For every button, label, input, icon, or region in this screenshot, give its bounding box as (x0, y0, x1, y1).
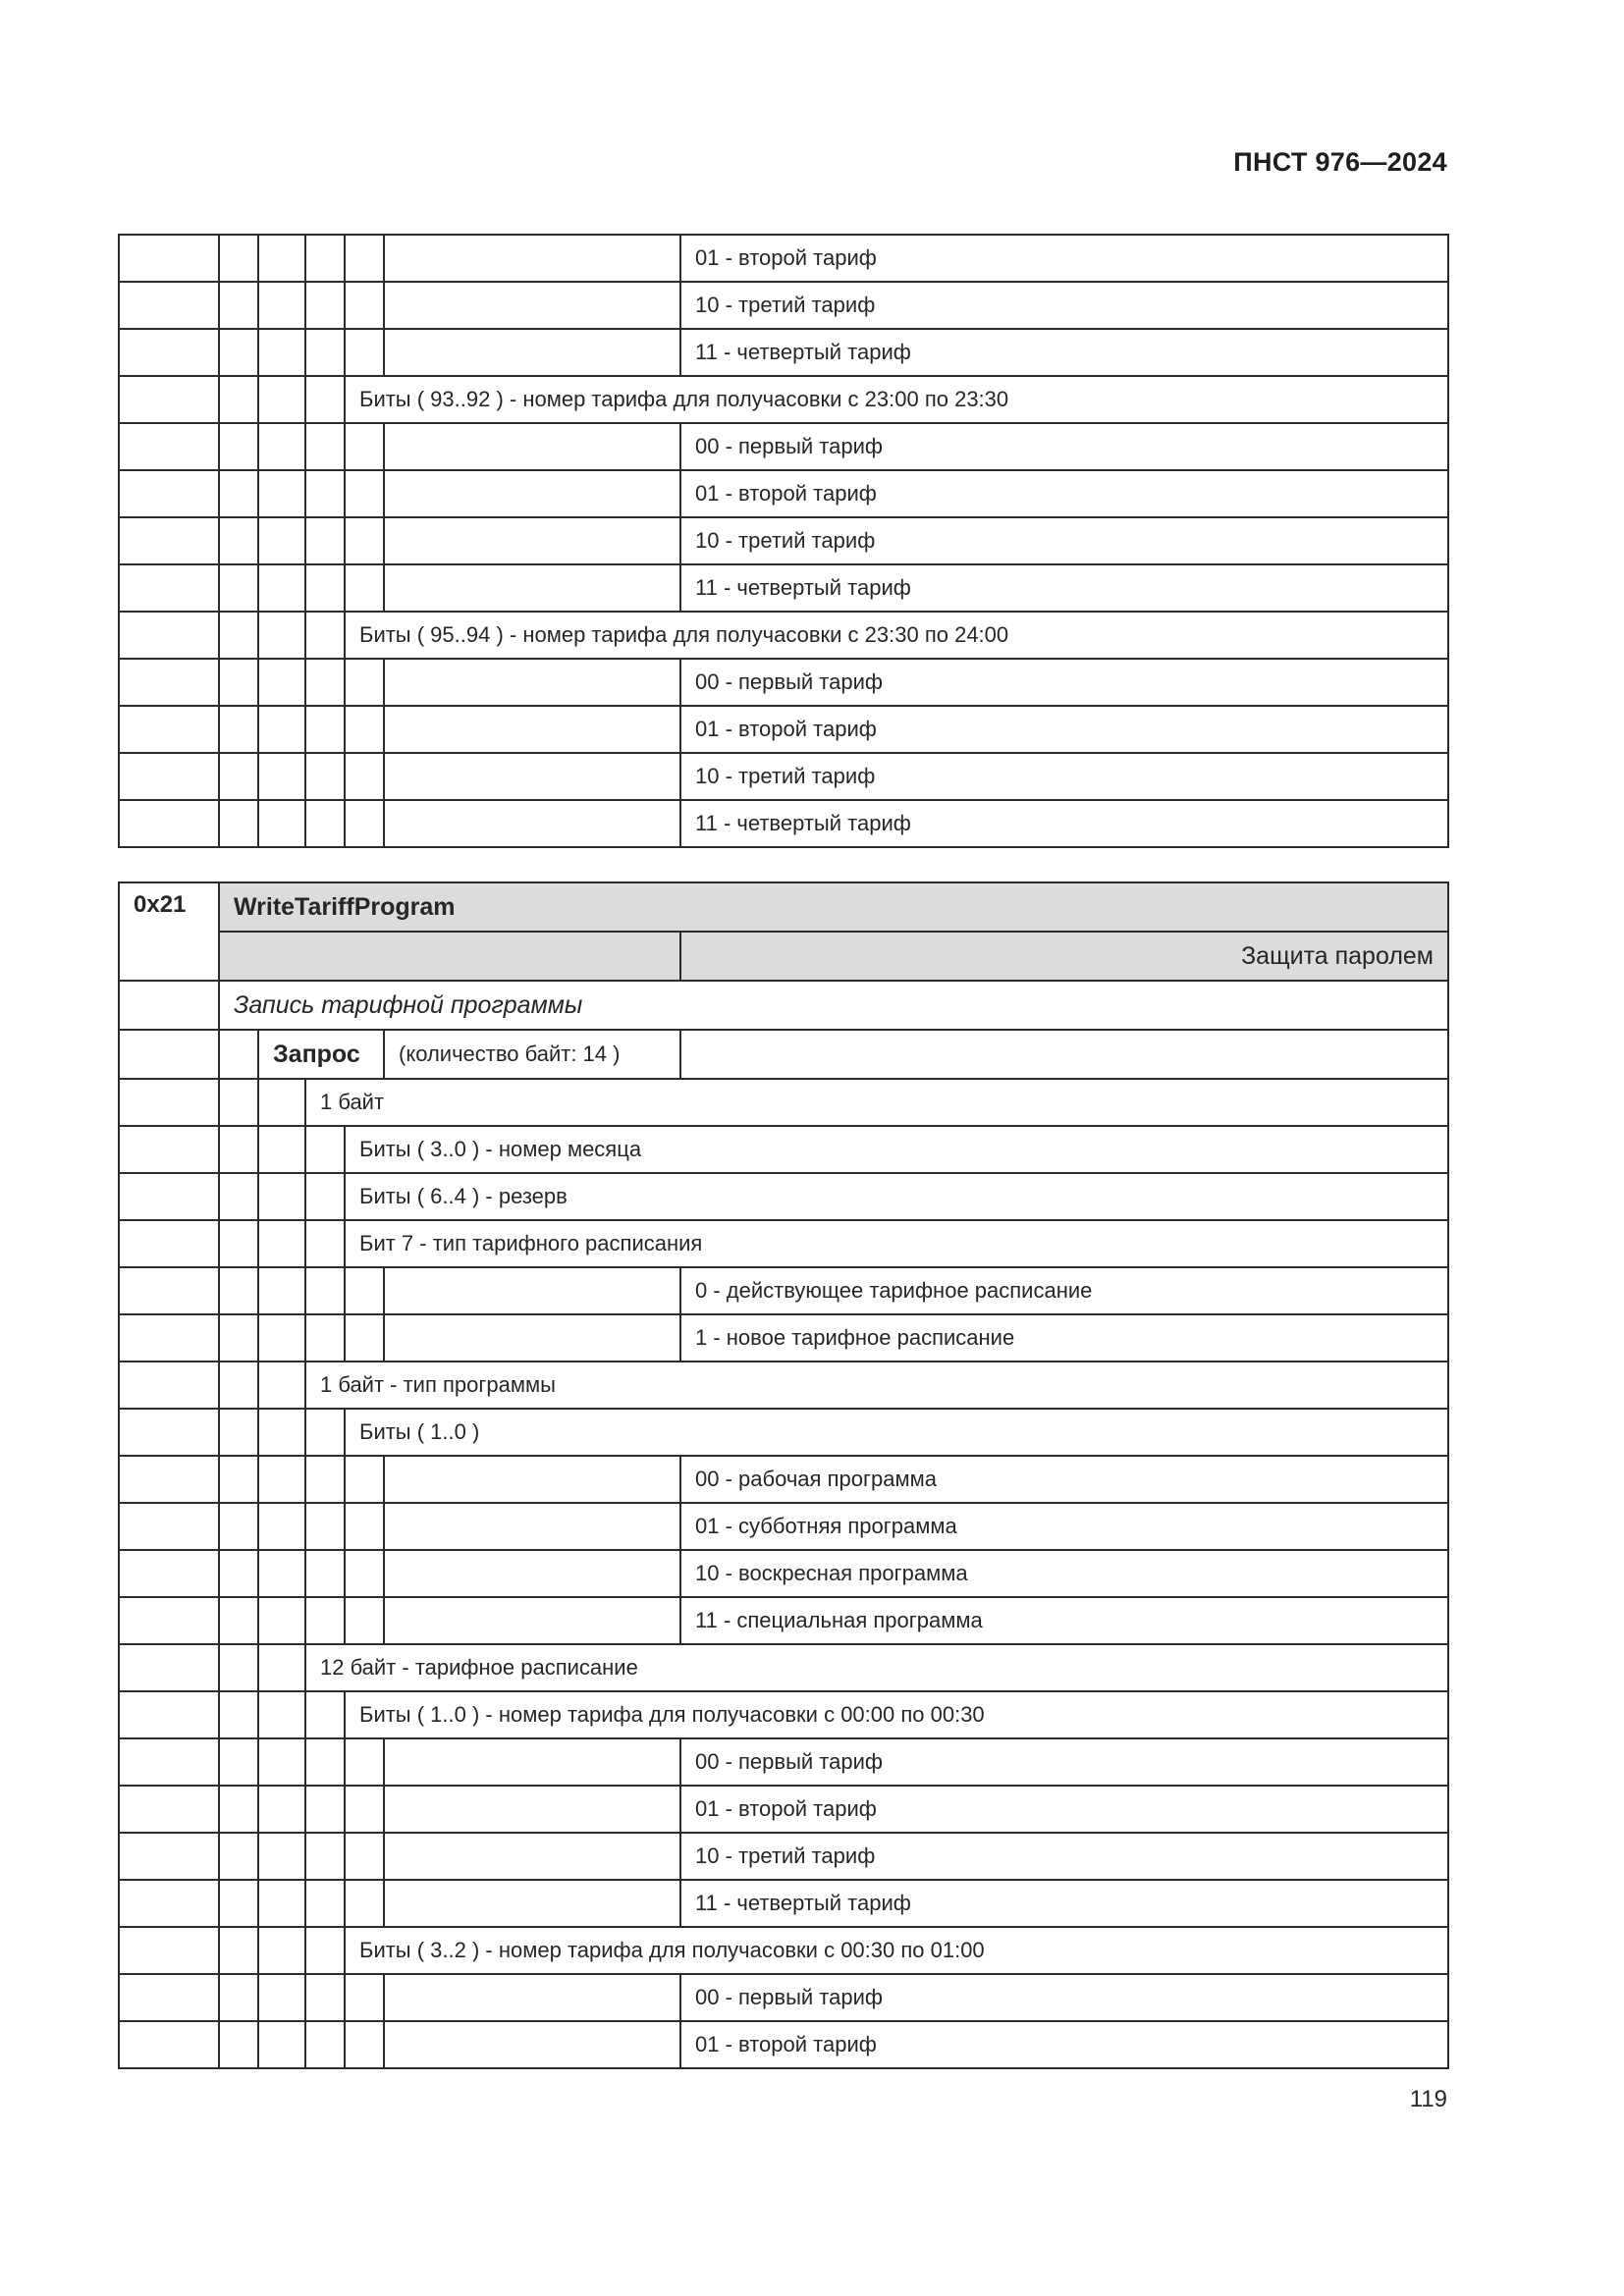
empty-cell (345, 1880, 384, 1927)
empty-cell (384, 1267, 680, 1314)
empty-cell (258, 1833, 305, 1880)
empty-cell (219, 235, 258, 282)
empty-cell (305, 753, 345, 800)
value-row (119, 564, 1448, 612)
request-label: Запрос (258, 1030, 384, 1079)
empty-cell (219, 1786, 258, 1833)
empty-cell (305, 1220, 345, 1267)
command-table-write-tariff-program (118, 881, 1449, 2069)
empty-cell (219, 1126, 258, 1173)
value-row (119, 1786, 1448, 1833)
empty-cell (219, 1409, 258, 1456)
empty-cell (219, 1833, 258, 1880)
empty-cell (305, 1691, 345, 1738)
empty-cell (219, 753, 258, 800)
empty-cell (384, 1974, 680, 2021)
empty-cell (219, 612, 258, 659)
empty-cell (119, 1220, 219, 1267)
empty-cell (258, 1267, 305, 1314)
empty-cell (258, 1409, 305, 1456)
empty-cell (258, 1597, 305, 1644)
empty-cell (345, 1267, 384, 1314)
empty-cell (384, 1456, 680, 1503)
empty-cell (219, 517, 258, 564)
empty-cell (305, 1409, 345, 1456)
empty-cell (384, 1503, 680, 1550)
empty-cell (680, 1030, 1448, 1079)
empty-cell (258, 564, 305, 612)
bits-row (119, 376, 1448, 423)
empty-cell (119, 753, 219, 800)
empty-cell (305, 1456, 345, 1503)
empty-cell (219, 1738, 258, 1786)
empty-cell (219, 423, 258, 470)
empty-cell (219, 1362, 258, 1409)
value-row (119, 2021, 1448, 2068)
empty-cell (219, 329, 258, 376)
empty-cell (258, 2021, 305, 2068)
empty-cell (219, 1597, 258, 1644)
empty-cell (258, 1974, 305, 2021)
value-text: 01 - второй тариф (680, 2021, 1448, 2068)
value-row (119, 1974, 1448, 2021)
empty-cell (258, 706, 305, 753)
empty-cell (305, 800, 345, 847)
empty-cell (119, 1880, 219, 1927)
empty-cell (119, 1126, 219, 1173)
empty-cell (258, 329, 305, 376)
command-header-row (119, 882, 1448, 932)
empty-cell (219, 1267, 258, 1314)
empty-cell (305, 1503, 345, 1550)
empty-cell (119, 470, 219, 517)
empty-cell (345, 1974, 384, 2021)
request-byte-count: (количество байт: 14 ) (384, 1030, 680, 1079)
empty-cell (345, 564, 384, 612)
empty-cell (345, 1314, 384, 1362)
empty-cell (219, 706, 258, 753)
value-row (119, 1597, 1448, 1644)
command-code: 0x21 (119, 882, 219, 981)
bits-text: Биты ( 3..2 ) - номер тарифа для получасовки с 00:30 по 01:00 (345, 1927, 1448, 1974)
empty-cell (258, 1644, 305, 1691)
value-text: 01 - субботняя программа (680, 1503, 1448, 1550)
empty-cell (119, 1030, 219, 1079)
empty-cell (305, 517, 345, 564)
empty-cell (305, 1880, 345, 1927)
empty-cell (219, 1927, 258, 1974)
bits-text: Биты ( 1..0 ) (345, 1409, 1448, 1456)
empty-cell (119, 235, 219, 282)
value-row (119, 423, 1448, 470)
value-text: 10 - третий тариф (680, 753, 1448, 800)
empty-cell (219, 1550, 258, 1597)
empty-cell (119, 1267, 219, 1314)
empty-cell (345, 329, 384, 376)
value-row (119, 470, 1448, 517)
empty-cell (345, 706, 384, 753)
empty-cell (258, 1126, 305, 1173)
byte-text: 1 байт - тип программы (305, 1362, 1448, 1409)
empty-cell (305, 612, 345, 659)
value-row (119, 1738, 1448, 1786)
bits-text: Биты ( 6..4 ) - резерв (345, 1173, 1448, 1220)
empty-cell (119, 981, 219, 1030)
empty-cell (119, 329, 219, 376)
empty-cell (119, 800, 219, 847)
empty-cell (119, 1738, 219, 1786)
empty-cell (219, 1974, 258, 2021)
empty-cell (345, 517, 384, 564)
value-text: 11 - четвертый тариф (680, 564, 1448, 612)
value-row (119, 800, 1448, 847)
empty-cell (219, 282, 258, 329)
empty-cell (305, 1314, 345, 1362)
empty-cell (384, 1314, 680, 1362)
empty-cell (119, 517, 219, 564)
value-row (119, 706, 1448, 753)
value-row (119, 1880, 1448, 1927)
bits-row (119, 612, 1448, 659)
empty-cell (219, 1220, 258, 1267)
bits-row (119, 1220, 1448, 1267)
empty-cell (305, 376, 345, 423)
value-text: 1 - новое тарифное расписание (680, 1314, 1448, 1362)
empty-cell (219, 1880, 258, 1927)
empty-cell (345, 2021, 384, 2068)
empty-cell (305, 423, 345, 470)
value-text: 10 - воскресная программа (680, 1550, 1448, 1597)
empty-cell (345, 1786, 384, 1833)
empty-cell (345, 1833, 384, 1880)
value-text: 10 - третий тариф (680, 282, 1448, 329)
empty-cell (305, 1550, 345, 1597)
value-row (119, 1267, 1448, 1314)
empty-cell (219, 1691, 258, 1738)
empty-cell (305, 2021, 345, 2068)
value-row (119, 1550, 1448, 1597)
byte-row (119, 1362, 1448, 1409)
empty-cell (258, 800, 305, 847)
empty-cell (384, 1738, 680, 1786)
empty-cell (258, 1362, 305, 1409)
document-code: ПНСТ 976—2024 (1233, 147, 1447, 177)
empty-cell (258, 1503, 305, 1550)
page-number: 119 (1409, 2086, 1447, 2112)
bits-text: Биты ( 1..0 ) - номер тарифа для получасовки с 00:00 по 00:30 (345, 1691, 1448, 1738)
value-text: 01 - второй тариф (680, 1786, 1448, 1833)
bits-text: Биты ( 95..94 ) - номер тарифа для получасовки с 23:30 по 24:00 (345, 612, 1448, 659)
empty-cell (258, 1550, 305, 1597)
value-text: 11 - четвертый тариф (680, 800, 1448, 847)
empty-cell (345, 800, 384, 847)
empty-cell (219, 1644, 258, 1691)
empty-cell (119, 1691, 219, 1738)
empty-cell (258, 1456, 305, 1503)
empty-cell (119, 1833, 219, 1880)
empty-cell (119, 1786, 219, 1833)
empty-cell (119, 1597, 219, 1644)
byte-text: 12 байт - тарифное расписание (305, 1644, 1448, 1691)
empty-cell (119, 1550, 219, 1597)
value-row (119, 1833, 1448, 1880)
empty-cell (305, 1738, 345, 1786)
empty-cell (258, 1786, 305, 1833)
value-row (119, 517, 1448, 564)
value-row (119, 1503, 1448, 1550)
value-row (119, 1456, 1448, 1503)
empty-cell (258, 1079, 305, 1126)
empty-cell (305, 1597, 345, 1644)
empty-cell (219, 470, 258, 517)
empty-cell (219, 564, 258, 612)
empty-cell (305, 706, 345, 753)
empty-cell (345, 1738, 384, 1786)
command-description-row (119, 981, 1448, 1030)
value-text: 0 - действующее тарифное расписание (680, 1267, 1448, 1314)
empty-cell (384, 282, 680, 329)
empty-cell (384, 517, 680, 564)
empty-cell (384, 564, 680, 612)
empty-cell (119, 1644, 219, 1691)
empty-cell (345, 659, 384, 706)
value-text: 11 - четвертый тариф (680, 329, 1448, 376)
empty-cell (345, 1456, 384, 1503)
empty-cell (258, 612, 305, 659)
byte-text: 1 байт (305, 1079, 1448, 1126)
empty-cell (384, 1880, 680, 1927)
empty-cell (258, 1691, 305, 1738)
empty-cell (384, 235, 680, 282)
byte-row (119, 1079, 1448, 1126)
empty-cell (119, 564, 219, 612)
value-row (119, 1314, 1448, 1362)
command-protection-row (119, 932, 1448, 981)
empty-cell (305, 1786, 345, 1833)
empty-cell (119, 1927, 219, 1974)
empty-cell (258, 1220, 305, 1267)
empty-cell (305, 1173, 345, 1220)
bits-text: Бит 7 - тип тарифного расписания (345, 1220, 1448, 1267)
empty-cell (219, 1079, 258, 1126)
empty-cell (305, 564, 345, 612)
empty-cell (119, 1173, 219, 1220)
empty-cell (119, 423, 219, 470)
bits-row (119, 1691, 1448, 1738)
value-row (119, 282, 1448, 329)
bit-table-continued (118, 234, 1449, 848)
empty-cell (384, 1786, 680, 1833)
empty-cell (119, 282, 219, 329)
empty-cell (258, 753, 305, 800)
empty-cell (258, 1880, 305, 1927)
empty-cell (119, 659, 219, 706)
value-text: 00 - первый тариф (680, 1738, 1448, 1786)
empty-cell (258, 659, 305, 706)
empty-cell (384, 659, 680, 706)
empty-cell (258, 423, 305, 470)
bits-text: Биты ( 3..0 ) - номер месяца (345, 1126, 1448, 1173)
empty-cell (305, 282, 345, 329)
empty-cell (384, 706, 680, 753)
empty-cell (345, 753, 384, 800)
empty-cell (384, 470, 680, 517)
empty-cell (219, 1503, 258, 1550)
empty-cell (219, 1173, 258, 1220)
empty-cell (119, 1409, 219, 1456)
bits-row (119, 1173, 1448, 1220)
value-text: 00 - первый тариф (680, 423, 1448, 470)
empty-cell (219, 1030, 258, 1079)
empty-cell (384, 2021, 680, 2068)
empty-cell (345, 235, 384, 282)
empty-cell (384, 1550, 680, 1597)
empty-cell (119, 1974, 219, 2021)
bits-row (119, 1927, 1448, 1974)
value-text: 00 - первый тариф (680, 1974, 1448, 2021)
empty-cell (258, 1314, 305, 1362)
bits-text: Биты ( 93..92 ) - номер тарифа для получасовки с 23:00 по 23:30 (345, 376, 1448, 423)
value-row (119, 329, 1448, 376)
value-text: 01 - второй тариф (680, 235, 1448, 282)
empty-cell (258, 376, 305, 423)
value-text: 01 - второй тариф (680, 706, 1448, 753)
bits-row (119, 1409, 1448, 1456)
byte-row (119, 1644, 1448, 1691)
empty-cell (219, 1456, 258, 1503)
empty-cell (345, 470, 384, 517)
empty-cell (305, 235, 345, 282)
empty-cell (305, 1126, 345, 1173)
password-protection-label: Защита паролем (680, 932, 1448, 981)
empty-cell (219, 932, 680, 981)
empty-cell (345, 1503, 384, 1550)
empty-cell (119, 612, 219, 659)
empty-cell (119, 706, 219, 753)
empty-cell (345, 423, 384, 470)
value-row (119, 753, 1448, 800)
empty-cell (384, 1833, 680, 1880)
empty-cell (305, 1974, 345, 2021)
empty-cell (384, 1597, 680, 1644)
empty-cell (219, 376, 258, 423)
empty-cell (258, 1738, 305, 1786)
empty-cell (219, 1314, 258, 1362)
value-text: 11 - специальная программа (680, 1597, 1448, 1644)
value-text: 10 - третий тариф (680, 1833, 1448, 1880)
empty-cell (305, 1267, 345, 1314)
empty-cell (119, 1362, 219, 1409)
command-name: WriteTariffProgram (219, 882, 1448, 932)
empty-cell (384, 753, 680, 800)
empty-cell (258, 470, 305, 517)
bits-row (119, 1126, 1448, 1173)
empty-cell (219, 2021, 258, 2068)
empty-cell (119, 1079, 219, 1126)
request-row (119, 1030, 1448, 1079)
empty-cell (119, 1503, 219, 1550)
empty-cell (345, 1550, 384, 1597)
empty-cell (345, 282, 384, 329)
empty-cell (219, 800, 258, 847)
empty-cell (258, 1173, 305, 1220)
empty-cell (258, 235, 305, 282)
empty-cell (258, 1927, 305, 1974)
empty-cell (219, 659, 258, 706)
empty-cell (305, 470, 345, 517)
empty-cell (305, 1833, 345, 1880)
value-text: 11 - четвертый тариф (680, 1880, 1448, 1927)
empty-cell (305, 659, 345, 706)
empty-cell (119, 376, 219, 423)
empty-cell (119, 2021, 219, 2068)
command-description: Запись тарифной программы (219, 981, 1448, 1030)
empty-cell (384, 329, 680, 376)
empty-cell (384, 423, 680, 470)
value-text: 00 - рабочая программа (680, 1456, 1448, 1503)
empty-cell (119, 1456, 219, 1503)
value-row (119, 659, 1448, 706)
value-text: 00 - первый тариф (680, 659, 1448, 706)
empty-cell (305, 1927, 345, 1974)
empty-cell (345, 1597, 384, 1644)
value-row (119, 235, 1448, 282)
value-text: 01 - второй тариф (680, 470, 1448, 517)
empty-cell (258, 517, 305, 564)
empty-cell (305, 329, 345, 376)
empty-cell (258, 282, 305, 329)
empty-cell (384, 800, 680, 847)
empty-cell (119, 1314, 219, 1362)
value-text: 10 - третий тариф (680, 517, 1448, 564)
